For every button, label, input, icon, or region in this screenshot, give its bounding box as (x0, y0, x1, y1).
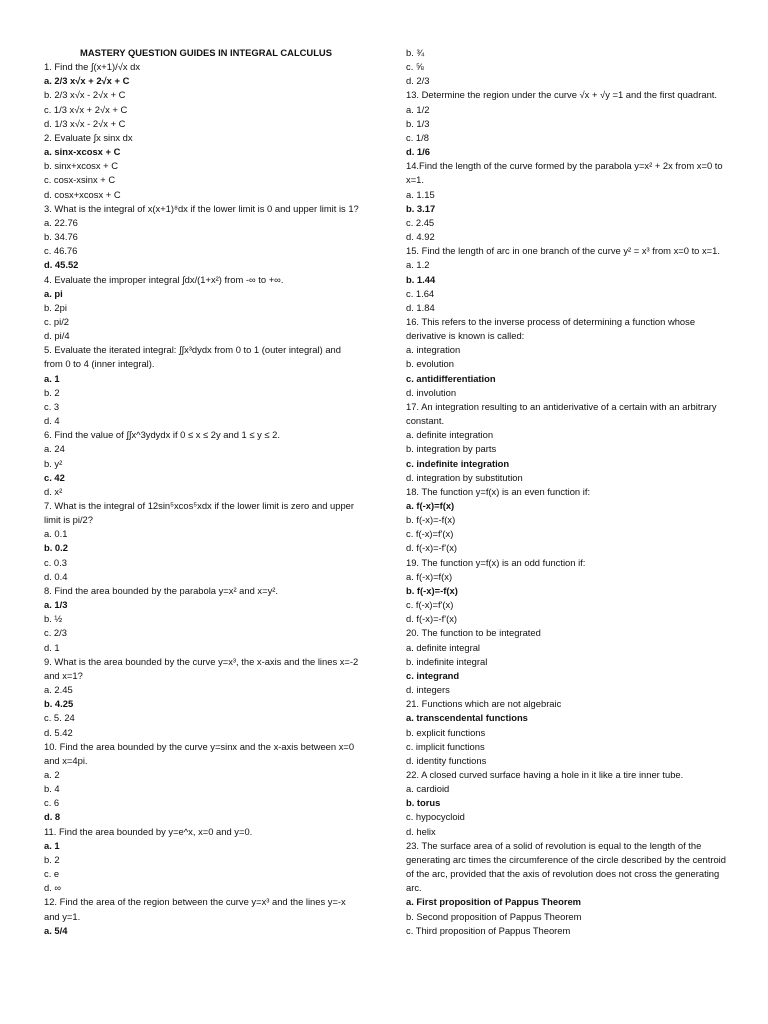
question-line: 9. What is the area bounded by the curve y=x³, the x-axis and the lines x=-2 and x=1? (44, 655, 359, 681)
question-line: 15. Find the length of arc in one branch of the curve y² = x³ from x=0 to x=1. (406, 245, 720, 257)
answer-line: d. 45.52 (44, 259, 79, 271)
question-line: c. cosx-xsinx + C (44, 174, 116, 186)
question-line: d. 1 (44, 641, 60, 653)
answer-line: a. 1 (44, 839, 60, 851)
question-line: b. y² (44, 457, 63, 469)
question-line: d. helix (406, 825, 436, 837)
question-line: d. involution (406, 386, 457, 398)
right-column (406, 46, 728, 938)
answer-line: c. antidifferentiation (406, 372, 496, 384)
question-line: d. 4 (44, 415, 60, 427)
question-line: 21. Functions which are not algebraic (406, 698, 562, 710)
question-line: c. 1/8 (406, 131, 429, 143)
question-line: c. f(-x)=f'(x) (406, 528, 454, 540)
question-line: d. ∞ (44, 882, 62, 894)
question-line: d. f(-x)=-f'(x) (406, 542, 458, 554)
question-line: d. integration by substitution (406, 471, 523, 483)
answer-line: b. 4.25 (44, 698, 74, 710)
question-line: 19. The function y=f(x) is an odd function if: (406, 556, 586, 568)
left-column (44, 46, 362, 938)
question-line: b. 4 (44, 783, 60, 795)
question-line: c. pi/2 (44, 315, 70, 327)
answer-line: b. 0.2 (44, 542, 68, 554)
question-line: d. f(-x)=-f'(x) (406, 613, 458, 625)
question-line: d. pi/4 (44, 330, 70, 342)
question-line: a. 2.45 (44, 684, 73, 696)
answer-line: d. 1/6 (406, 146, 430, 158)
question-line: 20. The function to be integrated (406, 627, 541, 639)
answer-line: a. First proposition of Pappus Theorem (406, 896, 582, 908)
question-line: c. 5. 24 (44, 712, 75, 724)
question-line: c. 2/3 (44, 627, 67, 639)
question-line: d. identity functions (406, 754, 487, 766)
question-line: b. ½ (44, 613, 63, 625)
question-line: a. 1.15 (406, 188, 435, 200)
answer-line: a. 5/4 (44, 924, 68, 936)
question-line: c. f(-x)=f'(x) (406, 599, 454, 611)
question-line: d. 1/3 x√x - 2√x + C (44, 117, 126, 129)
answer-line: a. 1/3 (44, 599, 68, 611)
question-line: 18. The function y=f(x) is an even function if: (406, 485, 591, 497)
question-line: d. x² (44, 485, 63, 497)
question-line: d. cosx+xcosx + C (44, 188, 121, 200)
answer-line: a. f(-x)=f(x) (406, 500, 455, 511)
question-line: 1. Find the ∫(x+1)/√x dx (44, 61, 141, 73)
answer-line: a. pi (44, 287, 63, 299)
question-line: 5. Evaluate the iterated integral: ∫∫x³dydx from 0 to 1 (outer integral) and from 0 to 4 (inner integral). (44, 344, 341, 370)
question-line: 12. Find the area of the region between the curve y=x³ and the lines y=-x and y=1. (44, 896, 346, 922)
question-line: a. f(-x)=f(x) (406, 570, 453, 582)
question-line: c. 1/3 x√x + 2√x + C (44, 103, 128, 115)
question-line: 17. An integration resulting to an antiderivative of a certain with an arbitrary constant. (406, 400, 717, 427)
question-line: d. 0.4 (44, 570, 68, 582)
question-line: 13. Determine the region under the curve √x + √y =1 and the first quadrant. (406, 89, 717, 101)
question-line: a. 0.1 (44, 528, 68, 540)
answer-line: a. 2/3 x√x + 2√x + C (44, 75, 130, 87)
question-line: d. integers (406, 684, 450, 696)
question-line: c. 0.3 (44, 556, 67, 568)
question-line: b. 34.76 (44, 231, 78, 243)
question-line: c. Third proposition of Pappus Theorem (406, 924, 571, 936)
question-line: b. 2 (44, 853, 60, 865)
question-line: b. Second proposition of Pappus Theorem (406, 910, 582, 922)
question-line: c. hypocycloid (406, 811, 465, 823)
question-line: c. 1.64 (406, 287, 435, 299)
question-line: 3. What is the integral of x(x+1)⁸dx if the lower limit is 0 and upper limit is 1? (44, 202, 359, 214)
answer-line: a. 1 (44, 372, 60, 384)
answer-line: b. torus (406, 797, 441, 809)
question-line: c. e (44, 868, 60, 880)
answer-line: c. indefinite integration (406, 457, 510, 469)
question-line: b. 2 (44, 386, 60, 398)
question-line: 14.Find the length of the curve formed by the parabola y=x² + 2x from x=0 to x=1. (406, 160, 723, 186)
question-line: d. 4.92 (406, 231, 435, 243)
document-title: MASTERY QUESTION GUIDES IN INTEGRAL CALCULUS (80, 47, 332, 58)
answer-line: a. sinx-xcosx + C (44, 146, 121, 158)
answer-line: b. f(-x)=-f(x) (406, 584, 458, 596)
question-line: a. 22.76 (44, 216, 78, 228)
question-line: 7. What is the integral of 12sin⁵xcos⁵xdx if the lower limit is zero and upper limit is pi/2? (44, 500, 354, 526)
question-line: c. 3 (44, 400, 60, 412)
answer-line: c. 42 (44, 471, 65, 483)
answer-line: a. transcendental functions (406, 712, 528, 724)
question-line: b. indefinite integral (406, 655, 488, 667)
question-line: 22. A closed curved surface having a hole in it like a tire inner tube. (406, 768, 684, 780)
question-line: c. 6 (44, 797, 60, 809)
answer-line: b. 3.17 (406, 202, 436, 214)
question-line: d. 5.42 (44, 726, 73, 738)
question-line: b. 2pi (44, 301, 67, 313)
question-line: a. 1/2 (406, 103, 430, 115)
question-line: d. 1.84 (406, 301, 435, 313)
question-line: b. explicit functions (406, 726, 486, 738)
question-line: 16. This refers to the inverse process of determining a function whose derivative is known is called: (406, 315, 696, 342)
question-line: 2. Evaluate ∫x sinx dx (44, 131, 133, 143)
question-line: 8. Find the area bounded by the parabola y=x² and x=y². (44, 584, 279, 596)
question-line: 11. Find the area bounded by y=e^x, x=0 and y=0. (44, 825, 253, 837)
question-line: a. integration (406, 344, 461, 356)
question-line: a. 24 (44, 443, 65, 455)
question-line: b. 2/3 x√x - 2√x + C (44, 89, 126, 101)
question-line: c. ⅝ (406, 61, 424, 73)
question-line: 23. The surface area of a solid of revolution is equal to the length of the generating arc times the circumference of the circle described by the centroid of the arc, provided that the axis of revolution does not cross the generating arc. (406, 839, 726, 894)
question-line: 4. Evaluate the improper integral ∫dx/(1+x²) from -∞ to +∞. (44, 273, 284, 285)
question-line: a. 1.2 (406, 259, 430, 271)
question-line: a. definite integral (406, 641, 481, 653)
question-line: 6. Find the value of ∫∫x^3ydydx if 0 ≤ x ≤ 2y and 1 ≤ y ≤ 2. (44, 429, 280, 441)
question-line: c. implicit functions (406, 740, 485, 752)
question-line: b. ¾ (406, 47, 425, 58)
question-line: a. definite integration (406, 429, 494, 441)
question-line: c. 46.76 (44, 245, 78, 257)
question-line: b. sinx+xcosx + C (44, 160, 118, 172)
answer-line: b. 1.44 (406, 273, 436, 285)
question-line: b. integration by parts (406, 443, 497, 455)
question-line: b. 1/3 (406, 117, 430, 129)
question-line: d. 2/3 (406, 75, 430, 87)
question-line: b. evolution (406, 358, 454, 370)
question-line: c. 2.45 (406, 216, 435, 228)
question-line: b. f(-x)=-f(x) (406, 514, 456, 526)
question-line: 10. Find the area bounded by the curve y=sinx and the x-axis between x=0 and x=4pi. (44, 740, 355, 766)
answer-line: c. integrand (406, 669, 460, 681)
answer-line: d. 8 (44, 811, 61, 823)
question-line: a. 2 (44, 768, 60, 780)
question-line: a. cardioid (406, 783, 450, 795)
